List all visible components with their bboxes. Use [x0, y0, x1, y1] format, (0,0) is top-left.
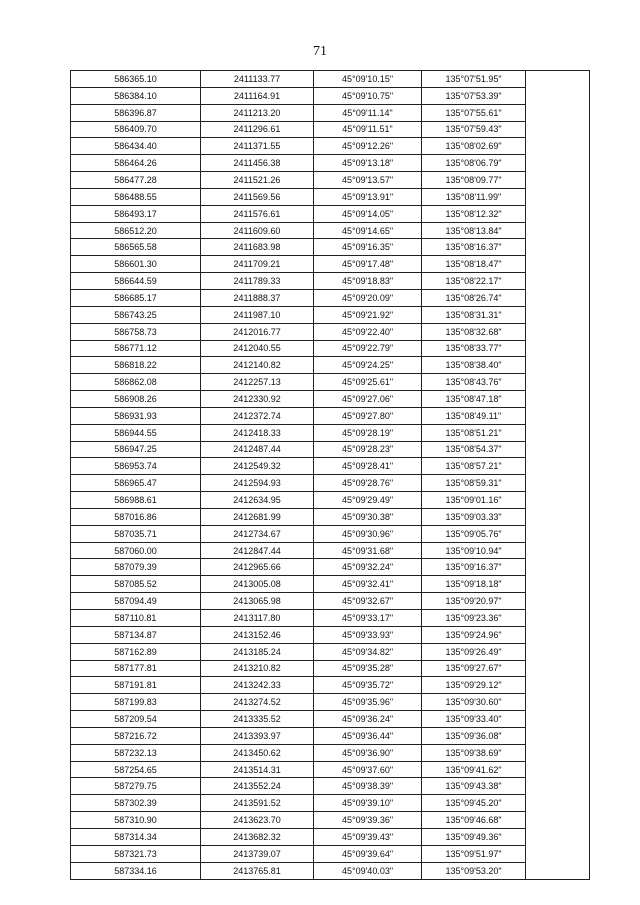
cell-longitude: 135°08'16.37" [422, 239, 526, 256]
cell-y: 2412734.67 [201, 525, 314, 542]
cell-x: 586409.70 [71, 121, 201, 138]
cell-longitude: 135°09'29.12" [422, 677, 526, 694]
cell-y: 2413185.24 [201, 643, 314, 660]
cell-x: 587216.72 [71, 727, 201, 744]
cell-latitude: 45°09'34.82" [314, 643, 422, 660]
cell-longitude: 135°09'33.40" [422, 711, 526, 728]
table-row [71, 340, 590, 357]
cell-y: 2412016.77 [201, 323, 314, 340]
cell-latitude: 45°09'14.05" [314, 205, 422, 222]
table-row [71, 424, 590, 441]
cell-latitude: 45°09'12.26" [314, 138, 422, 155]
cell-longitude: 135°09'38.69" [422, 744, 526, 761]
cell-latitude: 45°09'11.51" [314, 121, 422, 138]
cell-y: 2412634.95 [201, 492, 314, 509]
table-row [71, 626, 590, 643]
cell-y: 2413242.33 [201, 677, 314, 694]
cell-longitude: 135°07'51.95" [422, 71, 526, 88]
cell-y: 2413623.70 [201, 812, 314, 829]
cell-y: 2412418.33 [201, 424, 314, 441]
cell-y: 2413739.07 [201, 845, 314, 862]
cell-longitude: 135°07'55.61" [422, 104, 526, 121]
table-row [71, 188, 590, 205]
table-row [71, 828, 590, 845]
cell-x: 586908.26 [71, 391, 201, 408]
cell-latitude: 45°09'37.60" [314, 761, 422, 778]
cell-x: 586947.25 [71, 441, 201, 458]
cell-x: 587079.39 [71, 559, 201, 576]
cell-latitude: 45°09'35.96" [314, 694, 422, 711]
table-row [71, 407, 590, 424]
cell-longitude: 135°08'57.21" [422, 458, 526, 475]
cell-longitude: 135°09'10.94" [422, 542, 526, 559]
cell-longitude: 135°08'33.77" [422, 340, 526, 357]
table-row [71, 492, 590, 509]
coordinates-table-body [71, 71, 590, 880]
table-row [71, 289, 590, 306]
table-row [71, 610, 590, 627]
cell-latitude: 45°09'18.83" [314, 273, 422, 290]
cell-x: 586818.22 [71, 357, 201, 374]
table-row [71, 643, 590, 660]
table-row [71, 391, 590, 408]
cell-longitude: 135°09'51.97" [422, 845, 526, 862]
cell-x: 587209.54 [71, 711, 201, 728]
cell-longitude: 135°08'22.17" [422, 273, 526, 290]
cell-latitude: 45°09'33.93" [314, 626, 422, 643]
table-row [71, 121, 590, 138]
table-row [71, 576, 590, 593]
cell-x: 587162.89 [71, 643, 201, 660]
cell-x: 587060.00 [71, 542, 201, 559]
table-row [71, 727, 590, 744]
cell-x: 587302.39 [71, 795, 201, 812]
cell-longitude: 135°08'59.31" [422, 475, 526, 492]
table-row [71, 441, 590, 458]
table-row [71, 761, 590, 778]
cell-x: 586758.73 [71, 323, 201, 340]
cell-latitude: 45°09'13.18" [314, 155, 422, 172]
cell-x: 586365.10 [71, 71, 201, 88]
cell-longitude: 135°09'46.68" [422, 812, 526, 829]
cell-y: 2413514.31 [201, 761, 314, 778]
cell-y: 2411213.20 [201, 104, 314, 121]
cell-y: 2413765.81 [201, 862, 314, 879]
cell-longitude: 135°09'18.18" [422, 576, 526, 593]
coordinates-table [70, 70, 590, 880]
cell-y: 2411609.60 [201, 222, 314, 239]
table-row [71, 357, 590, 374]
cell-y: 2411569.56 [201, 188, 314, 205]
cell-y: 2411456.38 [201, 155, 314, 172]
cell-longitude: 135°08'54.37" [422, 441, 526, 458]
table-row [71, 862, 590, 879]
cell-x: 587314.34 [71, 828, 201, 845]
cell-y: 2413335.52 [201, 711, 314, 728]
table-row [71, 812, 590, 829]
cell-x: 587035.71 [71, 525, 201, 542]
cell-latitude: 45°09'36.90" [314, 744, 422, 761]
cell-latitude: 45°09'35.28" [314, 660, 422, 677]
cell-latitude: 45°09'32.24" [314, 559, 422, 576]
cell-x: 587232.13 [71, 744, 201, 761]
cell-latitude: 45°09'13.91" [314, 188, 422, 205]
cell-x: 587334.16 [71, 862, 201, 879]
cell-longitude: 135°08'13.84" [422, 222, 526, 239]
cell-y: 2411683.98 [201, 239, 314, 256]
cell-y: 2413682.32 [201, 828, 314, 845]
cell-longitude: 135°08'18.47" [422, 256, 526, 273]
cell-y: 2413065.98 [201, 593, 314, 610]
cell-y: 2413552.24 [201, 778, 314, 795]
cell-latitude: 45°09'11.14" [314, 104, 422, 121]
table-row [71, 744, 590, 761]
cell-x: 586685.17 [71, 289, 201, 306]
cell-y: 2413274.52 [201, 694, 314, 711]
cell-latitude: 45°09'16.35" [314, 239, 422, 256]
cell-latitude: 45°09'29.49" [314, 492, 422, 509]
cell-longitude: 135°08'31.31" [422, 306, 526, 323]
cell-latitude: 45°09'40.03" [314, 862, 422, 879]
cell-x: 587254.65 [71, 761, 201, 778]
cell-y: 2412594.93 [201, 475, 314, 492]
cell-y: 2413393.97 [201, 727, 314, 744]
cell-latitude: 45°09'20.09" [314, 289, 422, 306]
table-row [71, 711, 590, 728]
cell-longitude: 135°08'32.68" [422, 323, 526, 340]
cell-longitude: 135°08'12.32" [422, 205, 526, 222]
table-row [71, 374, 590, 391]
cell-y: 2412372.74 [201, 407, 314, 424]
cell-latitude: 45°09'32.67" [314, 593, 422, 610]
cell-longitude: 135°09'16.37" [422, 559, 526, 576]
table-row [71, 525, 590, 542]
cell-x: 587085.52 [71, 576, 201, 593]
cell-longitude: 135°08'49.11" [422, 407, 526, 424]
cell-x: 586601.30 [71, 256, 201, 273]
cell-latitude: 45°09'39.10" [314, 795, 422, 812]
cell-y: 2411371.55 [201, 138, 314, 155]
cell-latitude: 45°09'36.44" [314, 727, 422, 744]
cell-longitude: 135°09'43.38" [422, 778, 526, 795]
cell-y: 2411576.61 [201, 205, 314, 222]
table-row [71, 778, 590, 795]
cell-x: 587191.81 [71, 677, 201, 694]
cell-latitude: 45°09'39.64" [314, 845, 422, 862]
cell-longitude: 135°08'11.99" [422, 188, 526, 205]
cell-latitude: 45°09'25.61" [314, 374, 422, 391]
cell-empty-column [526, 71, 590, 880]
cell-x: 586944.55 [71, 424, 201, 441]
cell-latitude: 45°09'28.76" [314, 475, 422, 492]
cell-y: 2413591.52 [201, 795, 314, 812]
cell-latitude: 45°09'32.41" [314, 576, 422, 593]
cell-y: 2412549.32 [201, 458, 314, 475]
table-row [71, 306, 590, 323]
cell-longitude: 135°08'43.76" [422, 374, 526, 391]
cell-y: 2413210.82 [201, 660, 314, 677]
cell-longitude: 135°08'38.40" [422, 357, 526, 374]
cell-latitude: 45°09'30.38" [314, 508, 422, 525]
cell-x: 586464.26 [71, 155, 201, 172]
cell-latitude: 45°09'27.06" [314, 391, 422, 408]
cell-x: 587110.81 [71, 610, 201, 627]
cell-latitude: 45°09'31.68" [314, 542, 422, 559]
cell-y: 2413005.08 [201, 576, 314, 593]
table-row [71, 239, 590, 256]
cell-x: 587094.49 [71, 593, 201, 610]
table-row [71, 458, 590, 475]
table-row [71, 559, 590, 576]
table-row [71, 323, 590, 340]
cell-latitude: 45°09'10.15" [314, 71, 422, 88]
cell-latitude: 45°09'24.25" [314, 357, 422, 374]
cell-longitude: 135°09'30.60" [422, 694, 526, 711]
cell-y: 2411888.37 [201, 289, 314, 306]
table-row [71, 273, 590, 290]
cell-y: 2412040.55 [201, 340, 314, 357]
cell-y: 2412257.13 [201, 374, 314, 391]
cell-longitude: 135°09'24.96" [422, 626, 526, 643]
cell-latitude: 45°09'10.75" [314, 87, 422, 104]
cell-x: 587134.87 [71, 626, 201, 643]
cell-x: 586477.28 [71, 172, 201, 189]
table-row [71, 660, 590, 677]
table-row [71, 475, 590, 492]
cell-latitude: 45°09'17.48" [314, 256, 422, 273]
cell-y: 2411521.26 [201, 172, 314, 189]
cell-x: 586988.61 [71, 492, 201, 509]
table-row [71, 256, 590, 273]
cell-x: 586965.47 [71, 475, 201, 492]
table-row [71, 508, 590, 525]
cell-x: 586512.20 [71, 222, 201, 239]
cell-x: 587177.81 [71, 660, 201, 677]
cell-longitude: 135°09'53.20" [422, 862, 526, 879]
cell-x: 586488.55 [71, 188, 201, 205]
cell-longitude: 135°09'01.16" [422, 492, 526, 509]
cell-x: 586862.08 [71, 374, 201, 391]
cell-y: 2412681.99 [201, 508, 314, 525]
cell-x: 587321.73 [71, 845, 201, 862]
cell-longitude: 135°08'47.18" [422, 391, 526, 408]
cell-x: 587279.75 [71, 778, 201, 795]
cell-longitude: 135°08'51.21" [422, 424, 526, 441]
table-row [71, 593, 590, 610]
cell-latitude: 45°09'39.43" [314, 828, 422, 845]
cell-latitude: 45°09'28.23" [314, 441, 422, 458]
cell-longitude: 135°09'20.97" [422, 593, 526, 610]
table-row [71, 138, 590, 155]
cell-y: 2413450.62 [201, 744, 314, 761]
cell-y: 2412140.82 [201, 357, 314, 374]
cell-longitude: 135°09'03.33" [422, 508, 526, 525]
cell-latitude: 45°09'21.92" [314, 306, 422, 323]
cell-y: 2411789.33 [201, 273, 314, 290]
cell-longitude: 135°09'27.67" [422, 660, 526, 677]
cell-y: 2413117.80 [201, 610, 314, 627]
cell-y: 2412330.92 [201, 391, 314, 408]
cell-longitude: 135°09'45.20" [422, 795, 526, 812]
table-row [71, 795, 590, 812]
cell-longitude: 135°07'59.43" [422, 121, 526, 138]
cell-x: 586384.10 [71, 87, 201, 104]
cell-y: 2411133.77 [201, 71, 314, 88]
table-row [71, 87, 590, 104]
cell-latitude: 45°09'33.17" [314, 610, 422, 627]
cell-y: 2412847.44 [201, 542, 314, 559]
cell-longitude: 135°09'05.76" [422, 525, 526, 542]
cell-longitude: 135°08'26.74" [422, 289, 526, 306]
cell-latitude: 45°09'22.79" [314, 340, 422, 357]
table-row [71, 694, 590, 711]
table-row [71, 222, 590, 239]
cell-latitude: 45°09'35.72" [314, 677, 422, 694]
cell-latitude: 45°09'28.19" [314, 424, 422, 441]
cell-y: 2411296.61 [201, 121, 314, 138]
table-row [71, 845, 590, 862]
cell-x: 586644.59 [71, 273, 201, 290]
cell-latitude: 45°09'36.24" [314, 711, 422, 728]
cell-longitude: 135°07'53.39" [422, 87, 526, 104]
cell-x: 587016.86 [71, 508, 201, 525]
cell-y: 2412965.66 [201, 559, 314, 576]
cell-y: 2413152.46 [201, 626, 314, 643]
cell-longitude: 135°09'49.36" [422, 828, 526, 845]
cell-y: 2412487.44 [201, 441, 314, 458]
table-row [71, 205, 590, 222]
table-row [71, 104, 590, 121]
table-row [71, 172, 590, 189]
cell-latitude: 45°09'39.36" [314, 812, 422, 829]
table-row [71, 71, 590, 88]
cell-x: 586493.17 [71, 205, 201, 222]
cell-longitude: 135°09'26.49" [422, 643, 526, 660]
cell-x: 586771.12 [71, 340, 201, 357]
page-number: 71 [313, 44, 327, 59]
table-row [71, 155, 590, 172]
cell-latitude: 45°09'28.41" [314, 458, 422, 475]
table-row [71, 542, 590, 559]
cell-x: 586396.87 [71, 104, 201, 121]
cell-x: 586953.74 [71, 458, 201, 475]
cell-longitude: 135°09'23.36" [422, 610, 526, 627]
cell-longitude: 135°08'09.77" [422, 172, 526, 189]
cell-longitude: 135°09'41.62" [422, 761, 526, 778]
cell-latitude: 45°09'30.96" [314, 525, 422, 542]
cell-y: 2411987.10 [201, 306, 314, 323]
cell-latitude: 45°09'27.80" [314, 407, 422, 424]
cell-x: 586434.40 [71, 138, 201, 155]
cell-longitude: 135°08'02.69" [422, 138, 526, 155]
table-row [71, 677, 590, 694]
cell-latitude: 45°09'14.65" [314, 222, 422, 239]
cell-longitude: 135°09'36.08" [422, 727, 526, 744]
cell-longitude: 135°08'06.79" [422, 155, 526, 172]
cell-y: 2411709.21 [201, 256, 314, 273]
cell-x: 587199.83 [71, 694, 201, 711]
cell-latitude: 45°09'38.39" [314, 778, 422, 795]
cell-x: 586931.93 [71, 407, 201, 424]
cell-latitude: 45°09'22.40" [314, 323, 422, 340]
cell-x: 586743.25 [71, 306, 201, 323]
cell-latitude: 45°09'13.57" [314, 172, 422, 189]
cell-y: 2411164.91 [201, 87, 314, 104]
cell-x: 586565.58 [71, 239, 201, 256]
cell-x: 587310.90 [71, 812, 201, 829]
